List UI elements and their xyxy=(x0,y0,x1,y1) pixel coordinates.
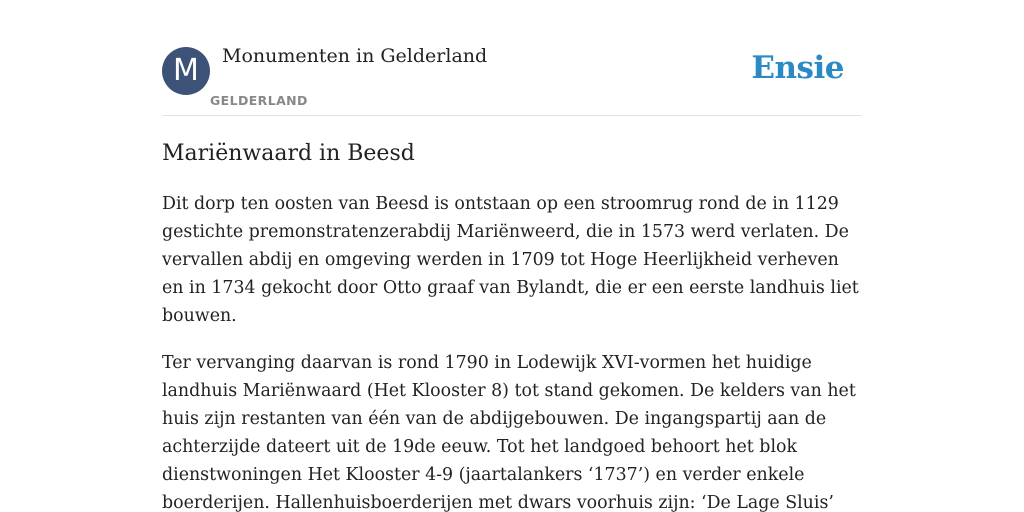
article-title: Mariënwaard in Beesd xyxy=(162,141,415,166)
article xyxy=(162,138,864,512)
article-paragraph-1: Dit dorp ten oosten van Beesd is ontstaan op een stroomrug rond de in 1129 gestichte premonstratenzerabdij Mariënweerd, die in 1573 werd verlaten. De vervallen abdij en omgeving werden in 1709 tot Hoge Heerlijkheid verheven en in 1734 gekocht door Otto graaf van Bylandt, die er een eerste landhuis liet bouwen. xyxy=(162,194,859,326)
brand-logo[interactable]: Ensie xyxy=(751,50,844,86)
header xyxy=(162,0,862,116)
avatar[interactable]: M xyxy=(162,47,210,95)
site-title-link[interactable]: Monumenten in Gelderland xyxy=(222,45,488,67)
category-link[interactable]: GELDERLAND xyxy=(210,93,308,108)
article-paragraph-2: Ter vervanging daarvan is rond 1790 in Lodewijk XVI-vormen het huidige landhuis Mariënwaard (Het Klooster 8) tot stand gekomen. De kelders van het huis zijn restanten van één van de abdijgebouwen. De ingangspartij aan de achterzijde dateert uit de 19de eeuw. Tot het landgoed behoort het blok dienstwoningen Het Klooster 4-9 (jaartalankers ‘1737’) en verder enkele boerderijen. Hallenhuisboerderijen met dwars voorhuis zijn: ‘De Lage Sluis’ xyxy=(162,353,856,512)
